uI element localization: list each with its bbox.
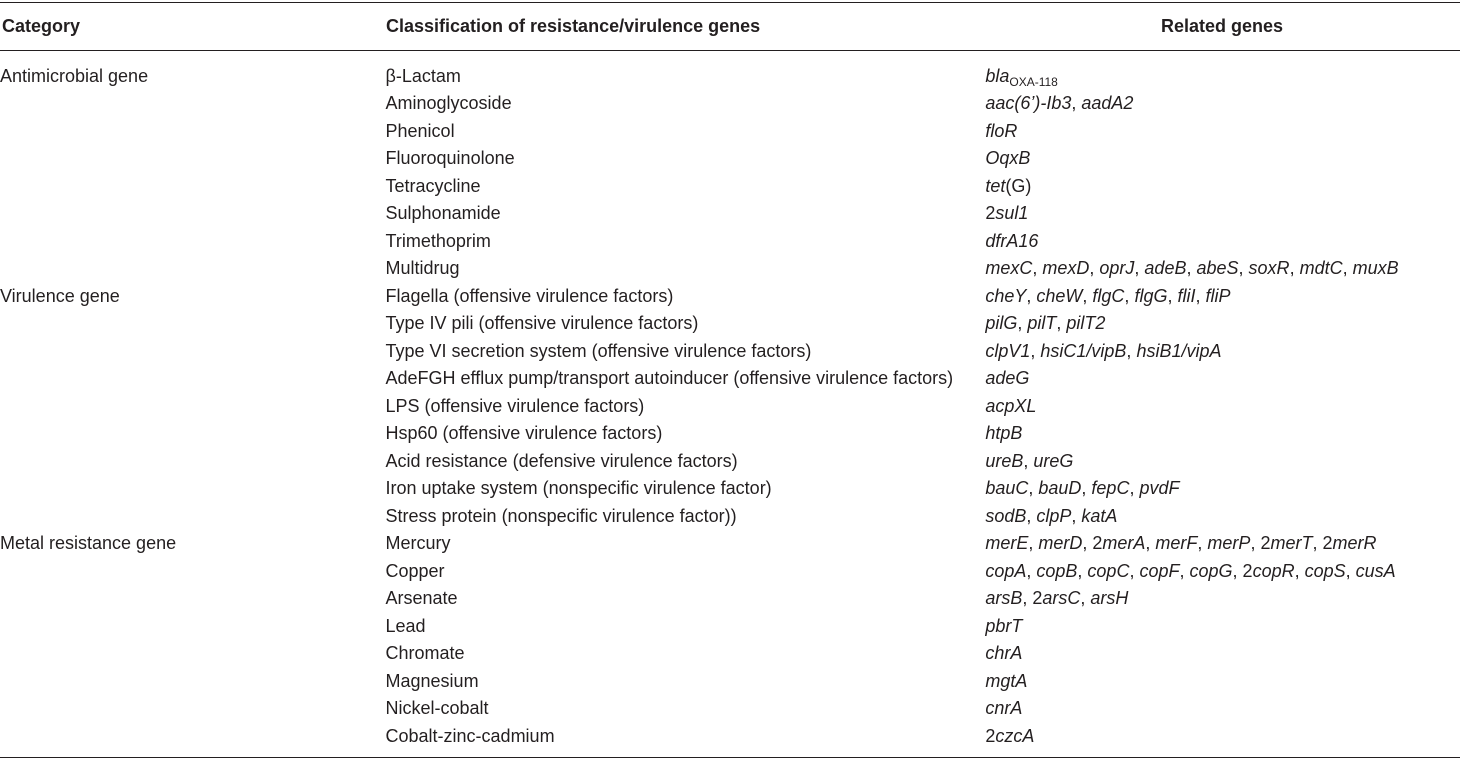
table-row: [0, 172, 1460, 200]
gene-name: flgC: [1092, 285, 1125, 306]
category-cell: [0, 695, 386, 723]
classification-cell: Stress protein (nonspecific virulence factor)): [385, 505, 737, 526]
gene-text: ,: [1082, 285, 1093, 306]
classification-cell: Iron uptake system (nonspecific virulence factor): [385, 478, 772, 499]
classification-cell: Sulphonamide: [385, 203, 501, 224]
gene-name: merR: [1332, 533, 1377, 554]
gene-text: 2: [985, 725, 996, 746]
category-cell: [0, 502, 386, 530]
classification-cell: Phenicol: [385, 120, 455, 141]
related-genes-cell: [985, 640, 1460, 668]
gene-table: [0, 62, 1460, 750]
category-cell: [0, 475, 386, 503]
gene-text: ,: [1124, 285, 1135, 306]
gene-name: htpB: [985, 423, 1023, 444]
gene-name: arsC: [1042, 588, 1081, 609]
related-genes-cell: [985, 282, 1460, 310]
classification-cell: Tetracycline: [385, 175, 481, 196]
gene-text: , 2: [1312, 533, 1333, 554]
gene-text: ,: [1028, 478, 1039, 499]
related-genes-cell: [985, 62, 1460, 90]
classification-cell: Nickel-cobalt: [385, 698, 489, 719]
gene-name: pbrT: [985, 615, 1023, 636]
gene-text: 2: [985, 203, 996, 224]
classification-cell: Multidrug: [385, 258, 460, 279]
gene-name: bauD: [1038, 478, 1082, 499]
classification-cell: Trimethoprim: [385, 230, 491, 251]
gene-text: ,: [1179, 560, 1190, 581]
gene-text: OXA-118: [1009, 74, 1058, 89]
gene-name: fliI: [1177, 285, 1196, 306]
gene-name: chrA: [985, 643, 1023, 664]
classification-cell: Lead: [385, 615, 426, 636]
table-row: [0, 282, 1460, 310]
gene-name: aac(6’)-Ib3: [985, 93, 1072, 114]
related-genes-cell: [985, 722, 1460, 750]
gene-text: ,: [1032, 258, 1043, 279]
table-row: [0, 117, 1460, 145]
gene-text: ,: [1342, 258, 1353, 279]
category-cell: [0, 640, 386, 668]
table-row: [0, 447, 1460, 475]
related-genes-cell: [985, 117, 1460, 145]
gene-name: clpP: [1036, 505, 1072, 526]
related-genes-cell: [985, 90, 1460, 118]
gene-name: arsB: [985, 588, 1023, 609]
gene-text: ,: [1195, 285, 1206, 306]
table-row: [0, 310, 1460, 338]
gene-text: ,: [1017, 313, 1028, 334]
gene-text: ,: [1026, 560, 1037, 581]
gene-text: ,: [1145, 533, 1156, 554]
related-genes-cell: [985, 392, 1460, 420]
table-row: [0, 695, 1460, 723]
table-row: [0, 557, 1460, 585]
classification-cell: Hsp60 (offensive virulence factors): [385, 423, 663, 444]
table-row: [0, 337, 1460, 365]
gene-name: copF: [1139, 560, 1180, 581]
related-genes-cell: [985, 420, 1460, 448]
table-row: [0, 612, 1460, 640]
related-genes-cell: [985, 612, 1460, 640]
gene-name: ureB: [985, 450, 1024, 471]
gene-name: merA: [1102, 533, 1146, 554]
table-row: [0, 502, 1460, 530]
category-cell: [0, 145, 386, 173]
gene-text: ,: [1056, 313, 1067, 334]
gene-name: copA: [985, 560, 1027, 581]
bottom-rule: [0, 757, 1460, 758]
gene-text: , 2: [1082, 533, 1103, 554]
related-genes-cell: [985, 502, 1460, 530]
gene-text: ,: [1129, 560, 1140, 581]
table-row: [0, 145, 1460, 173]
related-genes-cell: [985, 667, 1460, 695]
table-row: [0, 255, 1460, 283]
gene-name: copC: [1087, 560, 1130, 581]
gene-text: ,: [1071, 505, 1082, 526]
gene-name: sodB: [985, 505, 1027, 526]
gene-text: ,: [1238, 258, 1249, 279]
gene-text: ,: [1071, 93, 1082, 114]
category-cell: Metal resistance gene: [0, 533, 177, 554]
category-cell: [0, 557, 386, 585]
classification-cell: Flagella (offensive virulence factors): [385, 285, 674, 306]
related-genes-cell: [985, 585, 1460, 613]
gene-name: czcA: [995, 725, 1035, 746]
classification-cell: Cobalt-zinc-cadmium: [385, 725, 555, 746]
gene-name: merT: [1270, 533, 1313, 554]
gene-name: oprJ: [1099, 258, 1135, 279]
table-row: [0, 640, 1460, 668]
table-row: [0, 585, 1460, 613]
gene-text: ,: [1197, 533, 1208, 554]
classification-cell: Chromate: [385, 643, 465, 664]
related-genes-cell: [985, 475, 1460, 503]
gene-text: ,: [1080, 588, 1091, 609]
gene-name: copB: [1036, 560, 1078, 581]
table-row: [0, 62, 1460, 90]
category-cell: [0, 420, 386, 448]
gene-name: flgG: [1134, 285, 1168, 306]
gene-text: ,: [1167, 285, 1178, 306]
related-genes-cell: [985, 172, 1460, 200]
gene-name: soxR: [1248, 258, 1290, 279]
table-row: [0, 90, 1460, 118]
classification-cell: Type VI secretion system (offensive virulence factors): [385, 340, 812, 361]
gene-text: , 2: [1250, 533, 1271, 554]
gene-name: muxB: [1352, 258, 1399, 279]
category-cell: [0, 392, 386, 420]
table-row: [0, 667, 1460, 695]
gene-name: cheY: [985, 285, 1027, 306]
category-cell: [0, 117, 386, 145]
gene-text: ,: [1294, 560, 1305, 581]
related-genes-cell: [985, 337, 1460, 365]
category-cell: [0, 310, 386, 338]
gene-text: ,: [1134, 258, 1145, 279]
table-row: [0, 475, 1460, 503]
category-cell: Antimicrobial gene: [0, 65, 149, 86]
classification-cell: LPS (offensive virulence factors): [385, 395, 645, 416]
gene-text: , 2: [1232, 560, 1253, 581]
related-genes-cell: [985, 365, 1460, 393]
classification-cell: AdeFGH efflux pump/transport autoinducer (offensive virulence factors): [385, 368, 954, 389]
header-category: Category: [2, 16, 81, 36]
gene-text: ,: [1077, 560, 1088, 581]
classification-cell: Mercury: [385, 533, 451, 554]
table-row: [0, 722, 1460, 750]
gene-name: hsiB1/vipA: [1136, 340, 1222, 361]
table-row: [0, 530, 1460, 558]
gene-name: mexC: [985, 258, 1033, 279]
related-genes-cell: [985, 255, 1460, 283]
gene-text: ,: [1026, 505, 1037, 526]
gene-name: hsiC1/vipB: [1040, 340, 1127, 361]
category-cell: [0, 337, 386, 365]
related-genes-cell: [985, 200, 1460, 228]
gene-name: mdtC: [1299, 258, 1343, 279]
gene-name: mexD: [1042, 258, 1090, 279]
gene-text: ,: [1081, 478, 1092, 499]
gene-name: tet: [985, 175, 1006, 196]
gene-name: fepC: [1091, 478, 1130, 499]
related-genes-cell: [985, 145, 1460, 173]
table-row: [0, 365, 1460, 393]
category-cell: [0, 365, 386, 393]
category-cell: [0, 612, 386, 640]
category-cell: [0, 227, 386, 255]
related-genes-cell: [985, 447, 1460, 475]
gene-text: ,: [1023, 450, 1034, 471]
gene-text: ,: [1126, 340, 1137, 361]
category-cell: [0, 667, 386, 695]
category-cell: [0, 200, 386, 228]
gene-name: adeB: [1144, 258, 1187, 279]
gene-text: ,: [1186, 258, 1197, 279]
gene-name: merF: [1155, 533, 1198, 554]
gene-name: dfrA16: [985, 230, 1039, 251]
gene-name: pilT2: [1066, 313, 1106, 334]
gene-name: bla: [985, 65, 1010, 86]
gene-name: mgtA: [985, 670, 1028, 691]
gene-text: ,: [1028, 533, 1039, 554]
header-rule: [0, 50, 1460, 51]
gene-name: abeS: [1196, 258, 1239, 279]
gene-text: , 2: [1022, 588, 1043, 609]
gene-name: ureG: [1033, 450, 1074, 471]
table-row: [0, 227, 1460, 255]
classification-cell: Type IV pili (offensive virulence factors): [385, 313, 699, 334]
gene-name: pilG: [985, 313, 1018, 334]
gene-name: bauC: [985, 478, 1029, 499]
gene-name: katA: [1081, 505, 1118, 526]
header-related-genes: Related genes: [1161, 16, 1284, 36]
classification-cell: Fluoroquinolone: [385, 148, 515, 169]
gene-text: ,: [1089, 258, 1100, 279]
category-cell: [0, 255, 386, 283]
table-row: [0, 420, 1460, 448]
category-cell: [0, 90, 386, 118]
gene-text: ,: [1345, 560, 1356, 581]
related-genes-cell: [985, 227, 1460, 255]
classification-cell: Copper: [385, 560, 445, 581]
gene-name: acpXL: [985, 395, 1037, 416]
classification-cell: Aminoglycoside: [385, 93, 512, 114]
gene-name: clpV1: [985, 340, 1031, 361]
gene-name: copS: [1304, 560, 1346, 581]
category-cell: Virulence gene: [0, 285, 120, 306]
category-cell: [0, 172, 386, 200]
gene-name: cusA: [1355, 560, 1396, 581]
gene-name: floR: [985, 120, 1018, 141]
table-row: [0, 200, 1460, 228]
category-cell: [0, 722, 386, 750]
classification-cell: Acid resistance (defensive virulence factors): [385, 450, 738, 471]
gene-name: copR: [1252, 560, 1295, 581]
gene-name: OqxB: [985, 148, 1031, 169]
gene-name: cnrA: [985, 698, 1023, 719]
gene-name: sul1: [995, 203, 1029, 224]
gene-name: merP: [1207, 533, 1251, 554]
table-row: [0, 392, 1460, 420]
category-cell: [0, 447, 386, 475]
header-classification: Classification of resistance/virulence genes: [386, 16, 761, 36]
gene-name: merE: [985, 533, 1029, 554]
category-cell: [0, 585, 386, 613]
related-genes-cell: [985, 310, 1460, 338]
gene-name: fliP: [1205, 285, 1231, 306]
gene-text: ,: [1129, 478, 1140, 499]
gene-name: aadA2: [1081, 93, 1134, 114]
classification-cell: β-Lactam: [385, 65, 461, 86]
gene-text: ,: [1289, 258, 1300, 279]
related-genes-cell: [985, 695, 1460, 723]
gene-text: ,: [1026, 285, 1037, 306]
gene-name: pilT: [1027, 313, 1057, 334]
related-genes-cell: [985, 530, 1460, 558]
gene-name: arsH: [1090, 588, 1129, 609]
top-rule: [0, 2, 1460, 3]
related-genes-cell: [985, 557, 1460, 585]
classification-cell: Magnesium: [385, 670, 479, 691]
gene-name: cheW: [1036, 285, 1083, 306]
gene-text: ,: [1030, 340, 1041, 361]
gene-name: adeG: [985, 368, 1030, 389]
gene-name: copG: [1189, 560, 1233, 581]
gene-name: merD: [1038, 533, 1083, 554]
classification-cell: Arsenate: [385, 588, 458, 609]
gene-name: pvdF: [1139, 478, 1180, 499]
gene-text: (G): [1005, 175, 1032, 196]
